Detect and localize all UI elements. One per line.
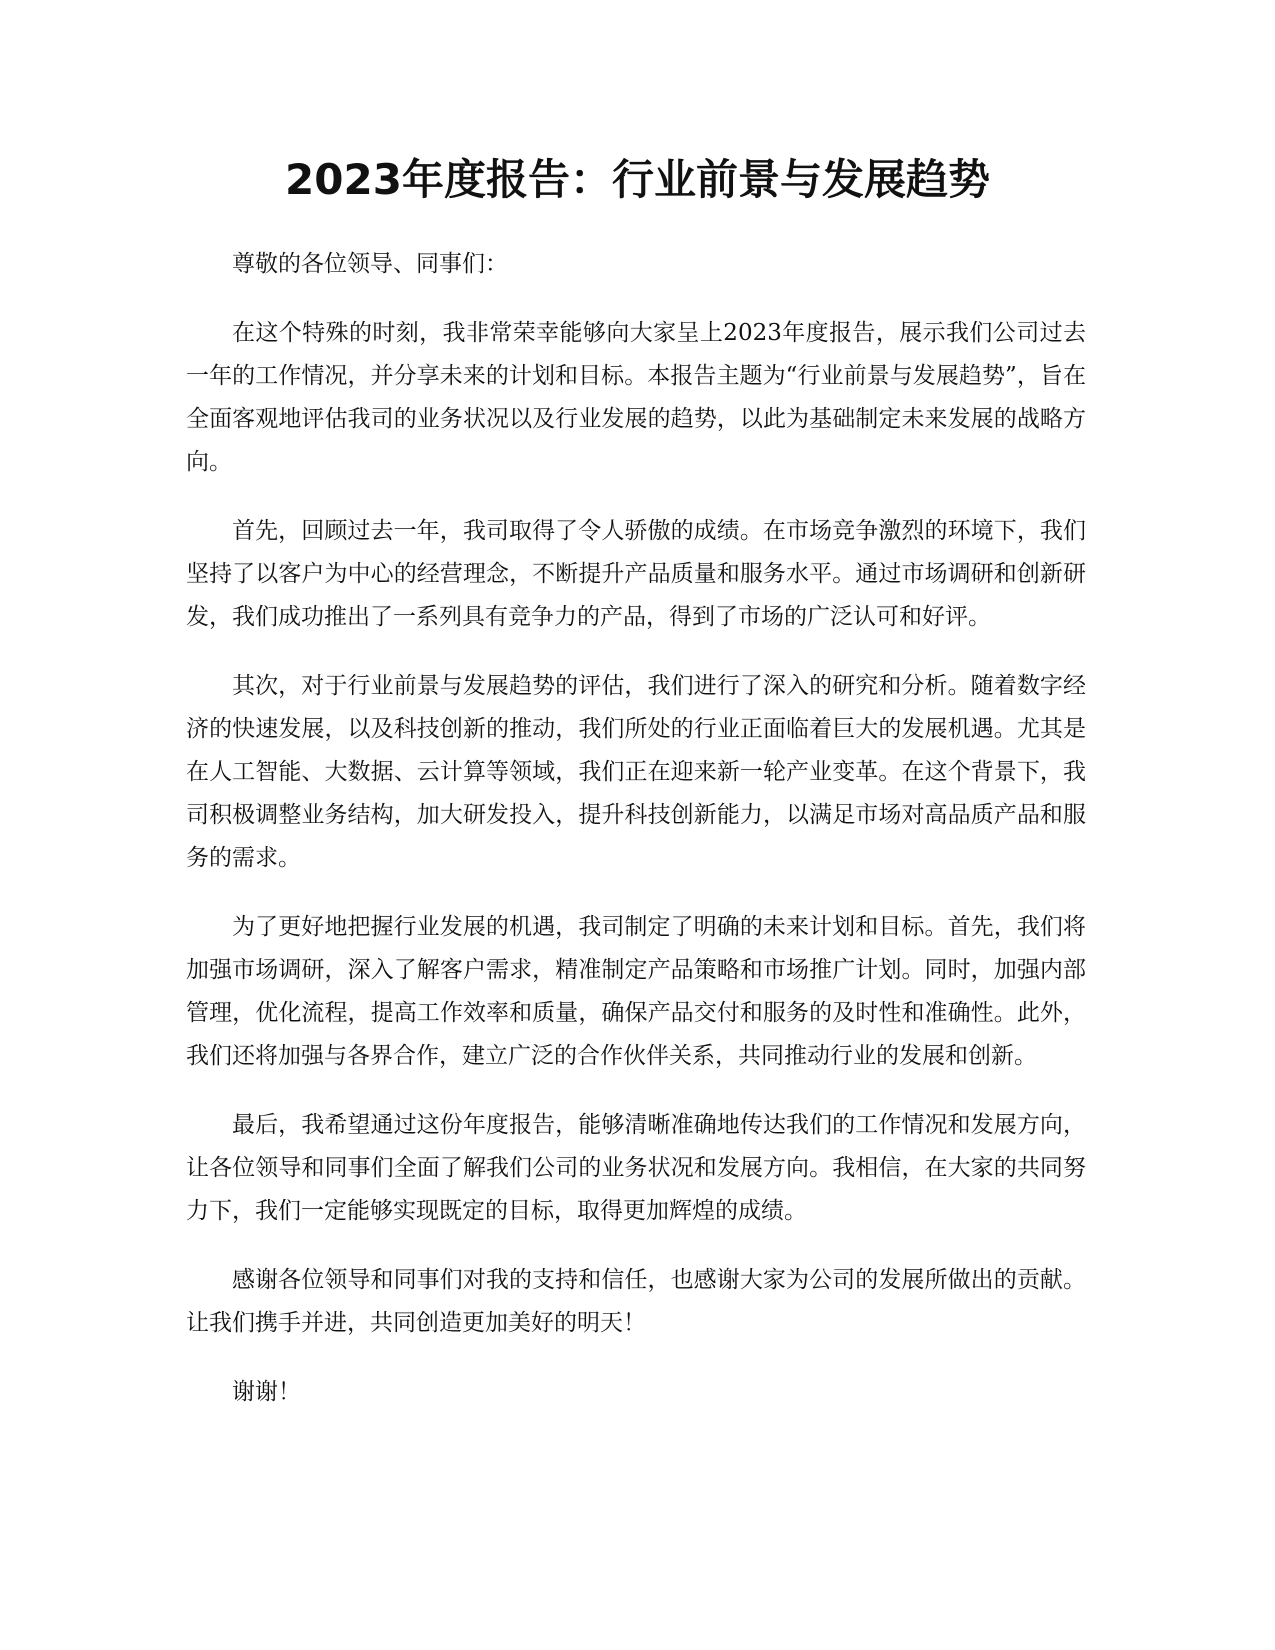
closing: 谢谢！ xyxy=(232,1379,301,1405)
paragraph-outlook: 其次，对于行业前景与发展趋势的评估，我们进行了深入的研究和分析。随着数字经济的快速发展，以及科技创新的推动，我们所处的行业正面临着巨大的发展机遇。尤其是在人工智能、大数据、云计算等领域，我们正在迎来新一轮产业变革。在这个背景下，我司积极调整业务结构，加大研发投入，提升科技创新能力，以满足市场对高品质产品和服务的需求。 xyxy=(186,673,1086,871)
paragraph-plans: 为了更好地把握行业发展的机遇，我司制定了明确的未来计划和目标。首先，我们将加强市场调研，深入了解客户需求，精准制定产品策略和市场推广计划。同时，加强内部管理，优化流程，提高工作效率和质量，确保产品交付和服务的及时性和准确性。此外，我们还将加强与各界合作，建立广泛的合作伙伴关系，共同推动行业的发展和创新。 xyxy=(186,914,1086,1069)
paragraph-intro: 在这个特殊的时刻，我非常荣幸能够向大家呈上2023年度报告，展示我们公司过去一年的工作情况，并分享未来的计划和目标。本报告主题为“行业前景与发展趋势”，旨在全面客观地评估我司的业务状况以及行业发展的趋势，以此为基础制定未来发展的战略方向。 xyxy=(186,320,1086,475)
paragraph-conclusion: 最后，我希望通过这份年度报告，能够清晰准确地传达我们的工作情况和发展方向，让各位领导和同事们全面了解我们公司的业务状况和发展方向。我相信，在大家的共同努力下，我们一定能够实现既定的目标，取得更加辉煌的成绩。 xyxy=(186,1112,1086,1224)
paragraph-thanks: 感谢各位领导和同事们对我的支持和信任，也感谢大家为公司的发展所做出的贡献。让我们携手并进，共同创造更加美好的明天！ xyxy=(186,1267,1086,1336)
document-body xyxy=(186,243,1086,1440)
document-title: 2023年度报告：行业前景与发展趋势 xyxy=(285,155,990,204)
greeting: 尊敬的各位领导、同事们： xyxy=(232,251,508,277)
paragraph-review: 首先，回顾过去一年，我司取得了令人骄傲的成绩。在市场竞争激烈的环境下，我们坚持了以客户为中心的经营理念，不断提升产品质量和服务水平。通过市场调研和创新研发，我们成功推出了一系列具有竞争力的产品，得到了市场的广泛认可和好评。 xyxy=(186,518,1086,630)
